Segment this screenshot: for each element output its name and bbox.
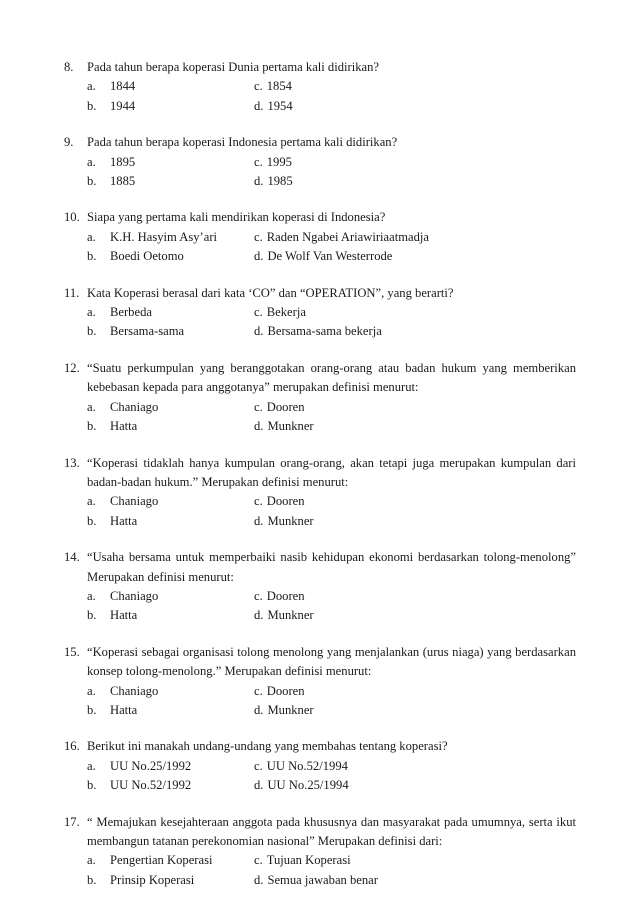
option-letter: d. xyxy=(254,419,264,434)
question-number: 12. xyxy=(64,360,80,375)
option-letter: b. xyxy=(87,608,97,623)
option-text: UU No.52/1992 xyxy=(110,778,192,793)
option-text: Bekerja xyxy=(266,305,306,320)
option-letter: d. xyxy=(254,608,264,623)
answer-option xyxy=(87,871,254,890)
option-row xyxy=(64,322,576,341)
option-row xyxy=(64,871,576,890)
option-letter: b. xyxy=(87,419,97,434)
option-letter: d. xyxy=(254,249,264,264)
option-text: Chaniago xyxy=(110,588,159,603)
option-row xyxy=(64,172,576,191)
question-list xyxy=(64,58,576,907)
option-letter: b. xyxy=(87,778,97,793)
question-stem xyxy=(64,208,576,227)
answer-option xyxy=(254,322,554,341)
option-row xyxy=(64,398,576,417)
option-text: Hatta xyxy=(110,419,138,434)
question-16 xyxy=(64,737,576,795)
answer-option xyxy=(87,512,254,531)
question-text: “ Memajukan kesejahteraan anggota pada khususnya dan masyarakat pada umumnya, serta ikut membangun tatanan perekonomian nasional” Merupakan definisi dari: xyxy=(87,814,576,848)
question-stem xyxy=(64,548,576,587)
option-text: Tujuan Koperasi xyxy=(266,853,351,868)
answer-option xyxy=(87,606,254,625)
option-letter: c. xyxy=(254,758,263,773)
answer-option xyxy=(87,701,254,720)
option-text: Bersama-sama xyxy=(110,324,185,339)
option-text: 1995 xyxy=(266,154,292,169)
answer-option xyxy=(87,757,254,776)
option-text: K.H. Hasyim Asy’ari xyxy=(110,229,218,244)
answer-option xyxy=(254,77,554,96)
answer-option xyxy=(87,587,254,606)
option-row xyxy=(64,492,576,511)
option-row xyxy=(64,682,576,701)
answer-option xyxy=(87,682,254,701)
option-row xyxy=(64,97,576,116)
answer-option xyxy=(254,492,554,511)
answer-option xyxy=(254,398,554,417)
option-letter: a. xyxy=(87,399,96,414)
question-14 xyxy=(64,548,576,626)
option-text: UU No.52/1994 xyxy=(266,758,348,773)
option-letter: a. xyxy=(87,683,96,698)
option-letter: a. xyxy=(87,229,96,244)
question-stem xyxy=(64,454,576,493)
option-letter: d. xyxy=(254,174,264,189)
question-17 xyxy=(64,813,576,891)
option-letter: d. xyxy=(254,702,264,717)
option-row xyxy=(64,701,576,720)
answer-option xyxy=(87,228,254,247)
question-9 xyxy=(64,133,576,191)
option-text: 1954 xyxy=(267,98,293,113)
option-text: Dooren xyxy=(266,494,305,509)
option-text: 1885 xyxy=(110,174,136,189)
answer-option xyxy=(254,417,554,436)
option-text: UU No.25/1994 xyxy=(267,778,349,793)
option-letter: a. xyxy=(87,588,96,603)
option-text: UU No.25/1992 xyxy=(110,758,192,773)
option-text: 1844 xyxy=(110,79,136,94)
question-12 xyxy=(64,359,576,437)
answer-option xyxy=(254,153,554,172)
option-text: 1854 xyxy=(266,79,292,94)
option-text: 1985 xyxy=(267,174,293,189)
option-text: Raden Ngabei Ariawiriaatmadja xyxy=(266,229,430,244)
option-text: Munkner xyxy=(267,702,314,717)
option-text: Prinsip Koperasi xyxy=(110,872,195,887)
answer-option xyxy=(254,97,554,116)
option-letter: c. xyxy=(254,494,263,509)
question-text: “Koperasi sebagai organisasi tolong menolong yang menjalankan (urus niaga) yang berdasarkan konsep tolong-menolong.” Merupakan definisi menurut: xyxy=(87,644,576,679)
question-stem xyxy=(64,133,576,152)
option-letter: b. xyxy=(87,174,97,189)
option-row xyxy=(64,512,576,531)
option-letter: c. xyxy=(254,683,263,698)
option-text: Dooren xyxy=(266,399,305,414)
option-text: Bersama-sama bekerja xyxy=(267,324,382,339)
answer-option xyxy=(254,871,554,890)
option-letter: d. xyxy=(254,324,264,339)
option-letter: b. xyxy=(87,249,97,264)
option-text: Munkner xyxy=(267,419,314,434)
question-number: 16. xyxy=(64,739,80,754)
option-letter: d. xyxy=(254,872,264,887)
question-text: Siapa yang pertama kali mendirikan koperasi di Indonesia? xyxy=(87,210,386,225)
answer-option xyxy=(254,682,554,701)
option-letter: b. xyxy=(87,702,97,717)
question-15 xyxy=(64,643,576,721)
option-text: Hatta xyxy=(110,608,138,623)
option-row xyxy=(64,606,576,625)
option-letter: a. xyxy=(87,758,96,773)
option-letter: b. xyxy=(87,98,97,113)
question-number: 11. xyxy=(64,285,80,300)
question-number: 10. xyxy=(64,210,80,225)
question-8 xyxy=(64,58,576,116)
option-row xyxy=(64,776,576,795)
question-stem xyxy=(64,359,576,398)
option-row xyxy=(64,417,576,436)
answer-option xyxy=(87,303,254,322)
option-letter: c. xyxy=(254,853,263,868)
option-text: Munkner xyxy=(267,513,314,528)
question-text: “Suatu perkumpulan yang beranggotakan orang-orang atau badan hukum yang memberikan kebebasan kepada para anggotanya” merupakan definisi menurut: xyxy=(87,360,576,395)
question-number: 17. xyxy=(64,814,80,829)
option-text: Dooren xyxy=(266,588,305,603)
answer-option xyxy=(254,701,554,720)
question-stem xyxy=(64,737,576,756)
option-row xyxy=(64,303,576,322)
option-text: Boedi Oetomo xyxy=(110,249,184,264)
answer-option xyxy=(254,587,554,606)
option-text: Chaniago xyxy=(110,494,159,509)
question-number: 14. xyxy=(64,550,80,565)
question-number: 13. xyxy=(64,455,80,470)
option-letter: a. xyxy=(87,154,96,169)
option-letter: c. xyxy=(254,305,263,320)
option-letter: a. xyxy=(87,494,96,509)
question-stem xyxy=(64,643,576,682)
option-letter: c. xyxy=(254,154,263,169)
option-letter: a. xyxy=(87,79,96,94)
answer-option xyxy=(254,851,554,870)
answer-option xyxy=(254,172,554,191)
answer-option xyxy=(254,228,554,247)
question-13 xyxy=(64,454,576,532)
answer-option xyxy=(254,757,554,776)
question-text: “Usaha bersama untuk memperbaiki nasib kehidupan ekonomi berdasarkan tolong-menolong” Merupakan definisi menurut: xyxy=(87,550,576,584)
question-stem xyxy=(64,813,576,852)
answer-option xyxy=(254,512,554,531)
answer-option xyxy=(87,77,254,96)
option-letter: d. xyxy=(254,98,264,113)
question-number: 15. xyxy=(64,644,80,659)
answer-option xyxy=(87,851,254,870)
option-text: De Wolf Van Westerrode xyxy=(267,249,393,264)
option-text: Chaniago xyxy=(110,399,159,414)
option-letter: d. xyxy=(254,513,264,528)
question-text: Berikut ini manakah undang-undang yang membahas tentang koperasi? xyxy=(87,739,448,754)
option-letter: d. xyxy=(254,778,264,793)
option-text: Hatta xyxy=(110,513,138,528)
answer-option xyxy=(87,322,254,341)
option-text: 1895 xyxy=(110,154,136,169)
option-letter: c. xyxy=(254,399,263,414)
answer-option xyxy=(87,417,254,436)
answer-option xyxy=(254,303,554,322)
answer-option xyxy=(87,776,254,795)
option-row xyxy=(64,247,576,266)
question-text: “Koperasi tidaklah hanya kumpulan orang-orang, akan tetapi juga merupakan kumpulan dari badan-badan hukum.” Merupakan definisi menurut: xyxy=(87,455,576,489)
question-number: 8. xyxy=(64,60,74,74)
option-letter: c. xyxy=(254,79,263,94)
option-text: Semua jawaban benar xyxy=(267,872,378,887)
answer-option xyxy=(254,606,554,625)
option-text: Berbeda xyxy=(110,305,152,320)
option-row xyxy=(64,587,576,606)
option-text: Pengertian Koperasi xyxy=(110,853,213,868)
option-letter: a. xyxy=(87,853,96,868)
question-10 xyxy=(64,208,576,266)
option-text: 1944 xyxy=(110,98,136,113)
answer-option xyxy=(87,492,254,511)
option-row xyxy=(64,153,576,172)
option-letter: c. xyxy=(254,588,263,603)
question-text: Pada tahun berapa koperasi Indonesia pertama kali didirikan? xyxy=(87,135,398,150)
option-text: Hatta xyxy=(110,702,138,717)
answer-option xyxy=(254,776,554,795)
option-row xyxy=(64,757,576,776)
option-letter: a. xyxy=(87,305,96,320)
answer-option xyxy=(87,172,254,191)
question-number: 9. xyxy=(64,135,74,150)
answer-option xyxy=(87,153,254,172)
answer-option xyxy=(87,247,254,266)
question-text: Kata Koperasi berasal dari kata ‘CO” dan “OPERATION”, yang berarti? xyxy=(87,285,454,300)
option-text: Dooren xyxy=(266,683,305,698)
option-text: Chaniago xyxy=(110,683,159,698)
option-row xyxy=(64,851,576,870)
question-stem xyxy=(64,284,576,303)
answer-option xyxy=(254,247,554,266)
question-11 xyxy=(64,284,576,342)
question-stem xyxy=(64,58,576,77)
option-letter: c. xyxy=(254,229,263,244)
answer-option xyxy=(87,398,254,417)
option-letter: b. xyxy=(87,513,97,528)
option-row xyxy=(64,77,576,96)
answer-option xyxy=(87,97,254,116)
option-letter: b. xyxy=(87,872,97,887)
option-text: Munkner xyxy=(267,608,314,623)
option-row xyxy=(64,228,576,247)
question-text: Pada tahun berapa koperasi Dunia pertama kali didirikan? xyxy=(87,60,379,74)
option-letter: b. xyxy=(87,324,97,339)
